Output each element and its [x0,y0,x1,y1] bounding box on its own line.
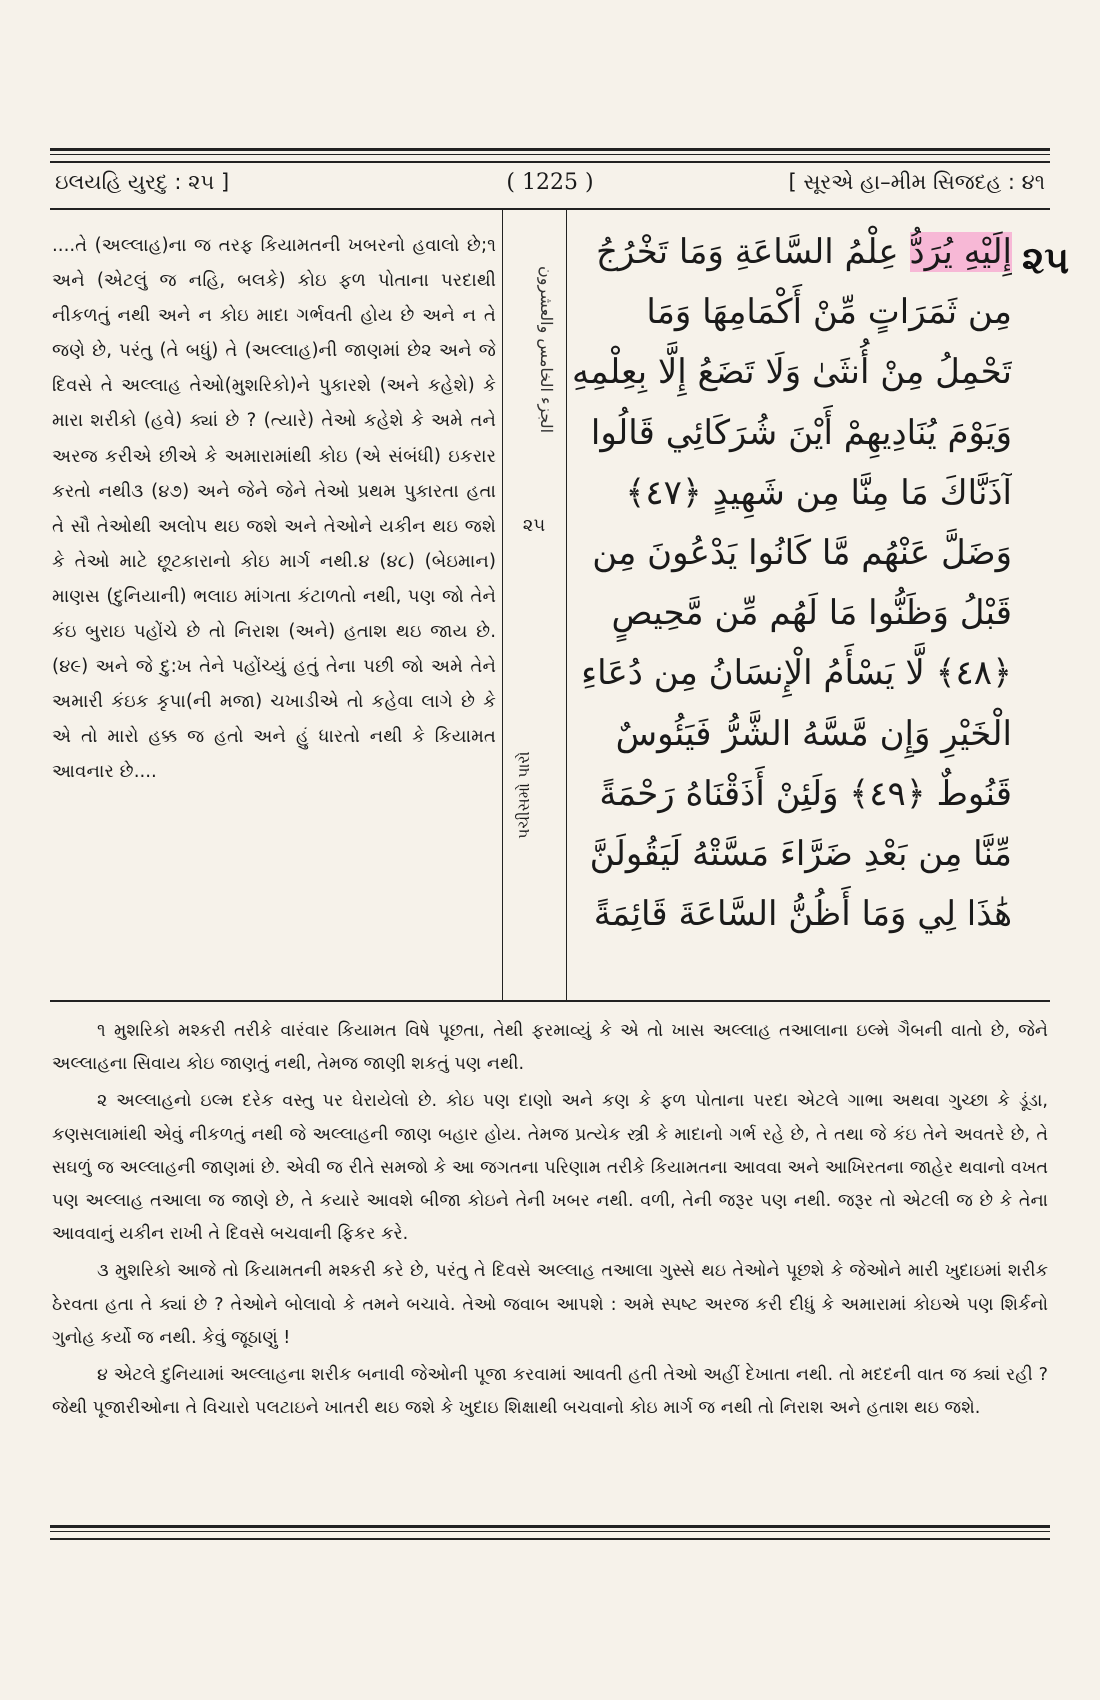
top-border-rule [50,148,1050,163]
header-left-title: ઇલયહિ યુરદુ : ૨૫ ] [55,170,230,194]
page-header [55,170,1045,206]
header-divider [50,208,1050,210]
page-number: ( 1225 ) [506,170,594,195]
highlighted-verse-start: إِلَيْهِ يُرَدُّ [909,232,1012,272]
juz-number: ૨૫ [522,515,546,536]
arabic-juz-title: الجزء الخامس والعشرون [537,266,556,434]
gujarati-translation: ....તે (અલ્લાહ)ના જ તરફ કિયામતની ખબરનો હવાલો છે;૧ અને (એટલું જ નહિ, બલકે) કોઇ ફળ પોતાના પરદાથી નીકળતું નથી અને ન કોઇ માદા ગર્ભવતી હોય છે અને ન તે જણે છે, પરંતુ (તે બધું) તે (અલ્લાહ)ની જાણમાં છે૨ અને જે દિવસે તે અલ્લાહ તેઓ(મુશરિકો)ને પુકારશે (અને કહેશે) કે મારા શરીકો (હવે) ક્યાં છે ? (ત્યારે) તેઓ કહેશે કે અમે તને અરજ કરીએ છીએ કે અમારામાંથી કોઇ (એ સંબંધી) ઇકરાર કરતો નથી૩ (૪૭) અને જેને જેને તેઓ પ્રથમ પુકારતા હતા તે સૌ તેઓથી અલોપ થઇ જશે અને તેઓને યકીન થઇ જશે કે તેઓ માટે છૂટકારાનો કોઇ માર્ગ નથી.૪ (૪૮) (બેઇમાન) માણસ (દુનિયાની) ભલાઇ માંગતા કંટાળતો નથી, પણ જો તેને કંઇ બુરાઇ પહોંચે છે તો નિરાશ (અને) હતાશ થઇ જાય છે. (૪૯) અને જે દુ:ખ તેને પહોંચ્યું હતું તેના પછી જો અમે તેને અમારી કંઇક કૃપા(ની મજા) ચખાડીએ તો કહેવા લાગે છે કે એ તો મારો હક્ક જ હતો અને હું ધારતો નથી કે કિયામત આવનાર છે.... [52,235,496,783]
footnote-1: ૧ મુશરિકો મશ્કરી તરીકે વારંવાર કિયામત વિષે પૂછતા, તેથી ફરમાવ્યું કે એ તો ખાસ અલ્લાહ તઆલાના ઇલ્મે ગૈબની વાતો છે, જેને અલ્લાહના સિવાય કોઇ જાણતું નથી, તેમજ જાણી શકતું પણ નથી. [52,1021,1048,1075]
footnote-divider [50,1000,1050,1002]
column-divider-left [502,210,503,1000]
footnote-4: ૪ એટલે દુનિયામાં અલ્લાહના શરીક બનાવી જેઓની પૂજા કરવામાં આવતી હતી તેઓ અહીં દેખાતા નથી. તો મદદની વાત જ ક્યાં રહી ? જેથી પૂજારીઓના તે વિચારો પલટાઇને ખાતરી થઇ જશે કે ખુદાઇ શિક્ષાથી બચવાનો કોઇ માર્ગ જ નથી તો નિરાશ અને હતાશ થઇ જશે. [52,1365,1048,1419]
arabic-verses-text: عِلْمُ السَّاعَةِ وَمَا تَخْرُجُ مِن ثَمَرَاتٍ مِّنْ أَكْمَامِهَا وَمَا تَحْمِلُ مِنْ أُنثَىٰ وَلَا تَضَعُ إِلَّا بِعِلْمِهِ وَيَوْمَ يُنَادِيهِمْ أَيْنَ شُرَكَائِي قَالُوا آذَنَّاكَ مَا مِنَّا مِن شَهِيدٍ ﴿٤٧﴾ وَضَلَّ عَنْهُم مَّا كَانُوا يَدْعُونَ مِن قَبْلُ وَظَنُّوا مَا لَهُم مِّن مَّحِيصٍ ﴿٤٨﴾ لَّا يَسْأَمُ الْإِنسَانُ مِن دُعَاءِ الْخَيْرِ وَإِن مَّسَّهُ الشَّرُّ فَيَئُوسٌ قَنُوطٌ ﴿٤٩﴾ وَلَئِنْ أَذَقْنَاهُ رَحْمَةً مِّنَّا مِن بَعْدِ ضَرَّاءَ مَسَّتْهُ لَيَقُولَنَّ هَٰذَا لِي وَمَا أَظُنُّ السَّاعَةَ قَائِمَةً [572,232,1012,935]
bottom-border-rule [50,1525,1050,1540]
margin-strip [504,225,564,995]
footnote-3: ૩ મુશરિકો આજે તો કિયામતની મશ્કરી કરે છે, પરંતુ તે દિવસે અલ્લાહ તઆલા ગુસ્સે થઇ તેઓને પૂછશે કે જેઓને મારી ખુદાઇમાં શરીક ઠેરવતા હતા તે ક્યાં છે ? તેઓને બોલાવો કે તમને બચાવે. તેઓ જવાબ આપશે : અમે સ્પષ્ટ અરજ કરી દીધું કે અમારામાં કોઇએ પણ શિર્કનો ગુનોહ કર્યો જ નથી. કેવું જૂઠાણું ! [52,1261,1048,1348]
handwritten-juz-marker: ૨૫ [1022,238,1070,282]
header-surah-title: [ સૂરએ હા–મીમ સિજદહ : ૪૧ [788,170,1045,194]
column-divider-right [566,210,567,1000]
juz-label: પચીસમો પારો [514,751,533,839]
footnotes-section [52,1015,1048,1429]
footnote-2: ૨ અલ્લાહનો ઇલ્મ દરેક વસ્તુ પર ઘેરાયેલો છે. કોઇ પણ દાણો અને કણ કે ફળ પોતાના પરદા એટલે ગાભા અથવા ગુચ્છા કે ડૂંડા, કણસલામાંથી એવું નીકળતું નથી જે અલ્લાહની જાણ બહાર હોય. તેમજ પ્રત્યેક સ્ત્રી કે માદાનો ગર્ભ રહે છે, તે તથા જે કંઇ તેને અવતરે છે, તે સઘળું જ અલ્લાહની જાણમાં છે. એવી જ રીતે સમજો કે આ જગતના પરિણામ તરીકે કિયામતના આવવા અને આખિરતના જાહેર થવાનો વખત પણ અલ્લાહ તઆલા જ જાણે છે, તે કયારે આવશે બીજા કોઇને તેની ખબર નથી. વળી, તેની જરૂર પણ નથી. જરૂર તો એટલી જ છે કે તેના આવવાનું યકીન રાખી તે દિવસે બચવાની ફિકર કરે. [52,1091,1048,1245]
arabic-verses [572,222,1012,992]
